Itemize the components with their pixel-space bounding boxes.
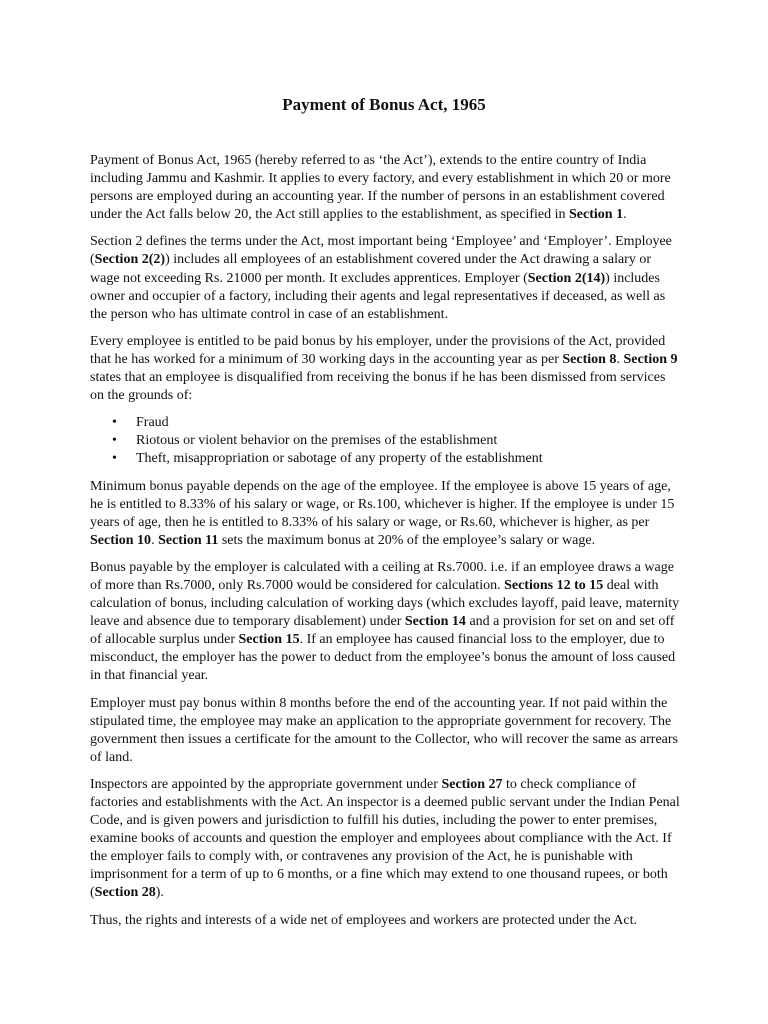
list-item-text: Riotous or violent behavior on the premises of the establishment xyxy=(136,433,498,449)
paragraph-text: . xyxy=(623,207,627,223)
bullet-icon: • xyxy=(112,415,117,431)
section-reference: Section 2(14) xyxy=(527,270,606,286)
list-item-text: Fraud xyxy=(136,415,169,431)
paragraph-text: Bonus payable by the employer is calculated with a ceiling at Rs.7000. i.e. if an employee draws a wage of more than Rs.7000, only Rs.7000 would be considered for calculation. xyxy=(90,559,674,593)
list-item-text: Theft, misappropriation or sabotage of any property of the establishment xyxy=(136,451,543,467)
bullet-icon: • xyxy=(112,433,117,449)
section-reference: Section 27 xyxy=(441,776,503,792)
section-reference: Section 11 xyxy=(158,532,219,548)
paragraph-text: Inspectors are appointed by the appropriate government under xyxy=(90,776,442,792)
paragraph-conclusion xyxy=(90,912,682,930)
paragraph-text: Payment of Bonus Act, 1965 (hereby referred to as ‘the Act’), extends to the entire country of India including Jammu and Kashmir. It applies to every factory, and every establishment in which 20 or more persons are employed during an accounting year. If the number of persons in an establishment covered under the Act falls below 20, the Act still applies to the establishment, as specified in xyxy=(90,153,671,223)
section-reference: Section 2(2) xyxy=(94,252,166,268)
paragraph-text: Employer must pay bonus within 8 months before the end of the accounting year. If not paid within the stipulated time, the employee may make an application to the appropriate government for recovery. The government then issues a certificate for the amount to the Collector, who will recover the same as arrears of land. xyxy=(90,695,678,765)
section-reference: Section 8 xyxy=(562,351,617,367)
paragraph-text: . If an employee has caused financial loss to the employer, due to misconduct, the employer has the power to deduct from the employee’s bonus the amount of loss caused in that financial year. xyxy=(90,632,676,684)
paragraph-text: Thus, the rights and interests of a wide net of employees and workers are protected under the Act. xyxy=(90,912,637,928)
paragraph-text: Every employee is entitled to be paid bonus by his employer, under the provisions of the Act, provided that he has worked for a minimum of 30 working days in the accounting year as per xyxy=(90,333,666,367)
section-reference: Section 1 xyxy=(569,207,624,223)
paragraph-text: sets the maximum bonus at 20% of the employee’s salary or wage. xyxy=(218,532,596,548)
list-item xyxy=(90,414,682,432)
section-reference: Section 9 xyxy=(623,351,678,367)
paragraph-definitions xyxy=(90,233,682,323)
list-item xyxy=(90,432,682,450)
paragraph-text: . xyxy=(616,351,624,367)
paragraph-eligibility xyxy=(90,333,682,405)
bullet-icon: • xyxy=(112,451,117,467)
section-reference: Section 15 xyxy=(238,632,300,648)
paragraph-text: ) includes all employees of an establishment covered under the Act drawing a salary or wage not exceeding Rs. 21000 per month. It excludes apprentices. Employer ( xyxy=(90,252,652,286)
section-reference: Section 14 xyxy=(404,614,466,630)
paragraph-text: and a provision for set on and set off of allocable surplus under xyxy=(90,614,675,648)
paragraph-inspectors xyxy=(90,776,682,903)
paragraph-minimum-bonus xyxy=(90,478,682,550)
paragraph-text: ). xyxy=(155,885,164,901)
section-reference: Sections 12 to 15 xyxy=(504,577,604,593)
document-title: Payment of Bonus Act, 1965 xyxy=(282,95,486,114)
paragraph-scope xyxy=(90,152,682,224)
disqualification-list xyxy=(90,414,682,468)
document-body xyxy=(90,152,682,939)
paragraph-calculation xyxy=(90,559,682,686)
paragraph-text: deal with calculation of bonus, including calculation of working days (which excludes layoff, paid leave, maternity leave and absence due to temporary disablement) under xyxy=(90,577,680,630)
paragraph-text: to check compliance of factories and establishments with the Act. An inspector is a deemed public servant under the Indian Penal Code, and is given powers and jurisdiction to fulfill his duties, including the power to enter premises, examine books of accounts and question the employer and employees about compliance with the Act. If the employer fails to comply with, or contravenes any provision of the Act, he is punishable with imprisonment for a term of up to 6 months, or a fine which may extend to one thousand rupees, or both ( xyxy=(90,776,680,901)
paragraph-text: states that an employee is disqualified from receiving the bonus if he has been dismissed from services on the grounds of: xyxy=(90,370,666,404)
paragraph-text: . xyxy=(151,532,159,548)
section-reference: Section 10 xyxy=(90,532,152,548)
paragraph-payment-deadline xyxy=(90,695,682,767)
paragraph-text: ) includes owner and occupier of a factory, including their agents and legal representatives if deceased, as well as the person who has ultimate control in case of an establishment. xyxy=(90,270,666,322)
list-item xyxy=(90,450,682,468)
paragraph-text: Section 2 defines the terms under the Act, most important being ‘Employee’ and ‘Employer’. Employee ( xyxy=(90,234,672,268)
section-reference: Section 28 xyxy=(94,885,156,901)
paragraph-text: Minimum bonus payable depends on the age of the employee. If the employee is above 15 years of age, he is entitled to 8.33% of his salary or wage, or Rs.100, whichever is higher. If the employee is under 15 years of age, then he is entitled to 8.33% of his salary or wage, or Rs.60, whichever is higher, as per xyxy=(90,478,675,530)
